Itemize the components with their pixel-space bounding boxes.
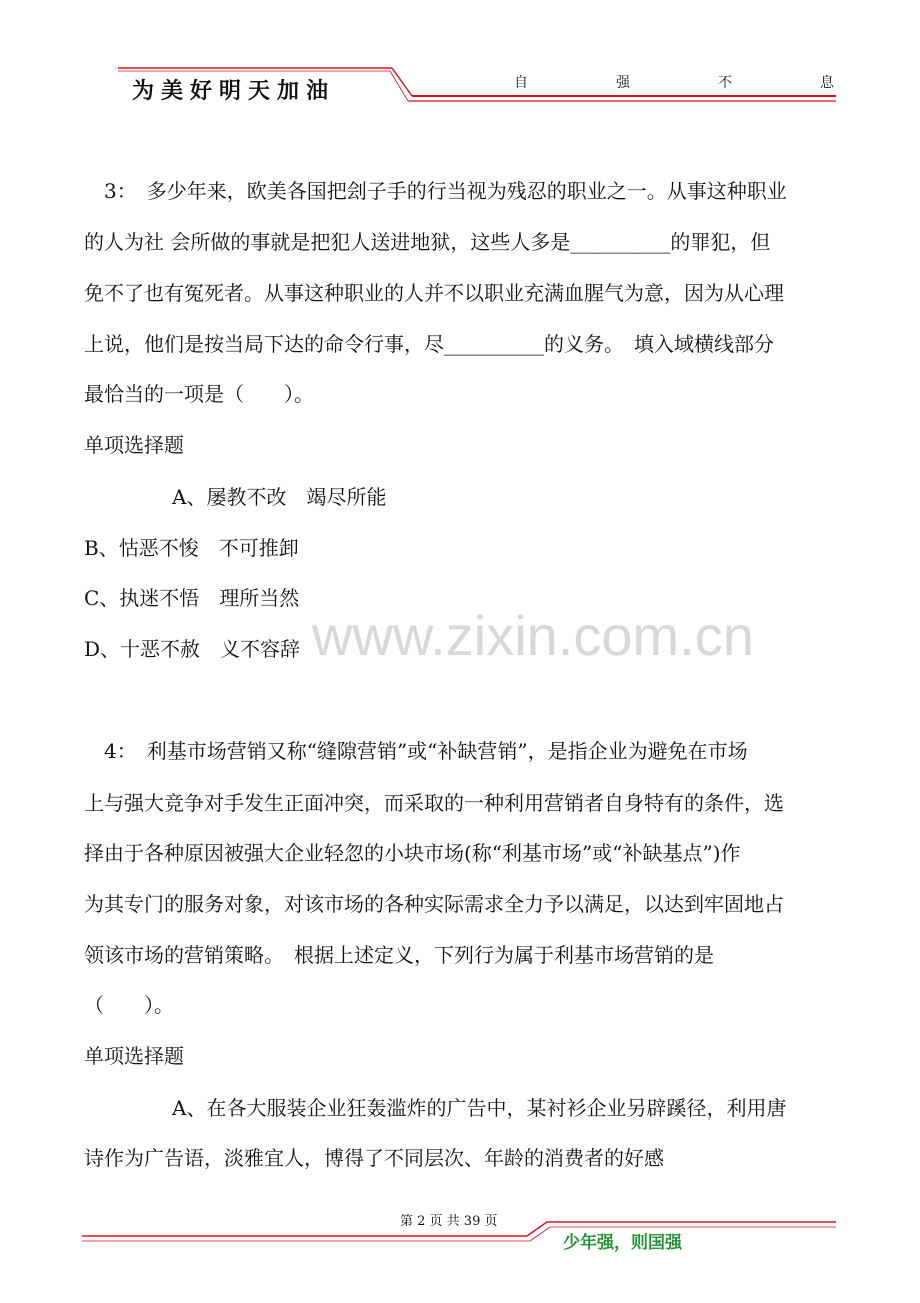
question-text-line: 最恰当的一项是（ ）。	[84, 382, 314, 406]
footer-slogan: 少年强，则国强	[563, 1233, 682, 1253]
option-b: B、怙恶不悛 不可推卸	[84, 536, 299, 560]
header-slogan: 为美好明天加油	[132, 79, 336, 104]
question-type-label: 单项选择题	[84, 433, 184, 457]
header-motto-char: 不	[718, 75, 732, 91]
question-text-line: 领该市场的营销策略。 根据上述定义，下列行为属于利基市场营销的是	[84, 943, 714, 967]
header-motto-char: 自	[514, 75, 528, 91]
question-text-line: 的人为社 会所做的事就是把犯人送进地狱，这些人多是__________的罪犯，但	[84, 230, 771, 254]
question-text-line: 上与强大竞争对手发生正面冲突，而采取的一种利用营销者自身特有的条件，选	[84, 791, 784, 815]
question-text-line: 上说，他们是按当局下达的命令行事，尽__________的义务。 填入域横线部分	[84, 332, 774, 356]
question-text-line: （ ）。	[84, 993, 174, 1017]
option-a: A、在各大服装企业狂轰滥炸的广告中，某衬衫企业另辟蹊径，利用唐	[172, 1096, 787, 1120]
question-text-line: 4： 利基市场营销又称“缝隙营销”或“补缺营销”，是指企业为避免在市场	[104, 739, 748, 763]
question-text-line: 3： 多少年来，欧美各国把刽子手的行当视为残忍的职业之一。从事这种职业	[104, 179, 787, 203]
option-a: A、屡教不改 竭尽所能	[172, 485, 387, 509]
page-number: 第 2 页 共 39 页	[400, 1214, 498, 1229]
question-text-line: 为其专门的服务对象，对该市场的各种实际需求全力予以满足，以达到牢固地占	[84, 892, 784, 916]
option-c: C、执迷不悟 理所当然	[84, 586, 300, 610]
option-a-continued: 诗作为广告语，淡雅宜人，博得了不同层次、年龄的消费者的好感	[84, 1146, 664, 1170]
question-text-line: 免不了也有冤死者。从事这种职业的人并不以职业充满血腥气为意，因为从心理	[84, 281, 784, 305]
watermark: www.zixin.com.cn	[312, 604, 754, 667]
question-text-line: 择由于各种原因被强大企业轻忽的小块市场(称“利基市场”或“补缺基点”)作	[84, 841, 741, 865]
question-type-label: 单项选择题	[84, 1044, 184, 1068]
header-motto-char: 强	[616, 75, 630, 91]
option-d: D、十恶不赦 义不容辞	[84, 637, 301, 661]
header-motto-char: 息	[820, 75, 834, 91]
